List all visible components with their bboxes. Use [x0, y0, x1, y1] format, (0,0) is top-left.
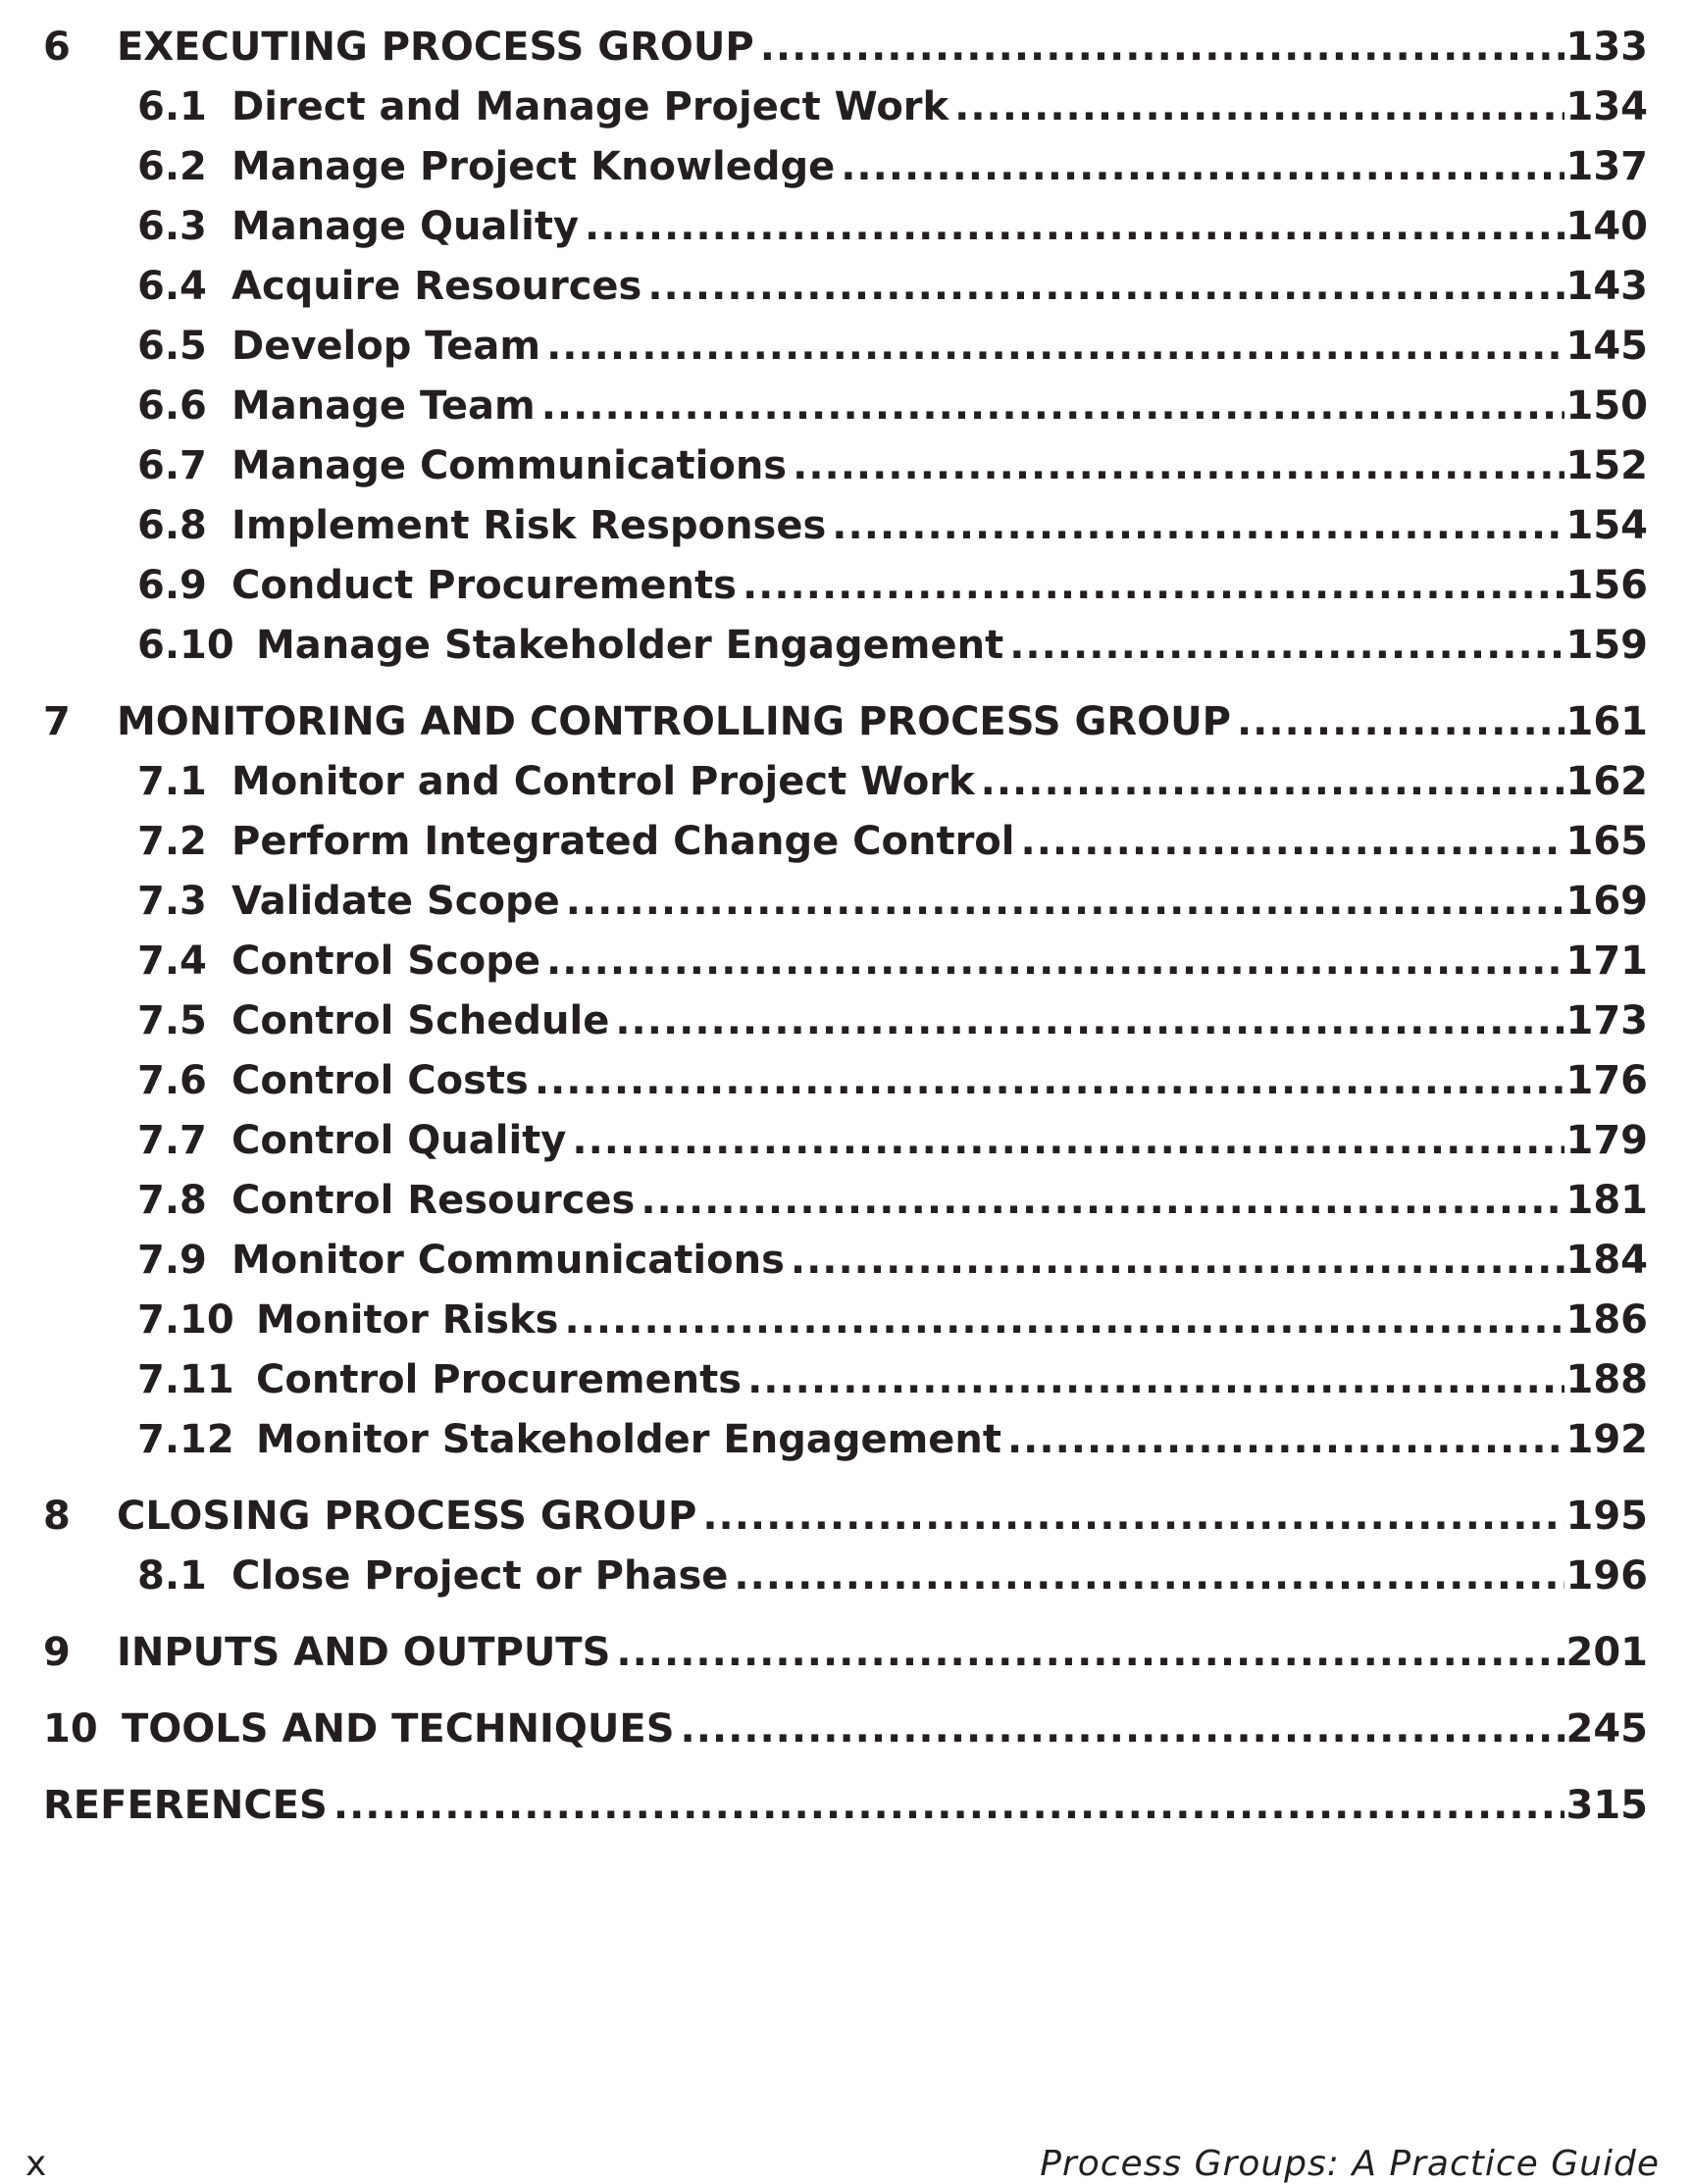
page-footer	[0, 2144, 1692, 2183]
toc-entry-page: 171	[1565, 939, 1648, 984]
dot-leader	[1009, 616, 1564, 676]
toc-entry-number: 6.2	[137, 144, 207, 189]
toc-entry-page: 315	[1565, 1783, 1648, 1828]
toc-entry-page: 137	[1565, 144, 1648, 189]
toc-entry-number: 7.1	[137, 759, 207, 804]
dot-leader	[1007, 1410, 1564, 1470]
toc-entry-number: 7	[43, 699, 71, 744]
toc-section-entry[interactable]	[43, 197, 1648, 257]
toc-entry-number: 7.7	[137, 1118, 207, 1163]
toc-entry-page: 173	[1565, 998, 1648, 1043]
toc-entry-title: Conduct Procurements	[231, 563, 737, 608]
book-title: Process Groups: A Practice Guide	[1040, 2144, 1660, 2184]
toc-entry-number: 7.11	[137, 1357, 234, 1402]
dot-leader	[616, 1623, 1564, 1683]
toc-entry-page: 140	[1565, 204, 1648, 249]
toc-entry-page: 154	[1565, 503, 1648, 548]
toc-section-entry[interactable]	[43, 812, 1648, 872]
dot-leader	[734, 1547, 1564, 1606]
toc-chapter-entry[interactable]	[43, 18, 1648, 77]
toc-entry-number: 7.9	[137, 1238, 207, 1283]
toc-entry-title: Monitor Stakeholder Engagement	[256, 1417, 1001, 1462]
toc-entry-number: 7.5	[137, 998, 207, 1043]
toc-section-entry[interactable]	[43, 1111, 1648, 1171]
toc-section-entry[interactable]	[43, 496, 1648, 556]
toc-entry-page: 156	[1565, 563, 1648, 608]
toc-section-entry[interactable]	[43, 1291, 1648, 1350]
dot-leader	[681, 1700, 1564, 1759]
dot-leader	[585, 197, 1564, 257]
toc-entry-page: 159	[1565, 623, 1648, 668]
dot-leader	[546, 317, 1564, 377]
dot-leader	[566, 872, 1564, 932]
toc-entry-title: INPUTS AND OUTPUTS	[117, 1630, 611, 1675]
toc-entry-title: Validate Scope	[231, 879, 560, 924]
toc-entry-title: Control Costs	[231, 1058, 529, 1103]
dot-leader	[743, 556, 1564, 616]
toc-entry-number: 6.10	[137, 623, 234, 668]
toc-entry-number: 8.1	[137, 1553, 207, 1599]
page-number: x	[26, 2144, 47, 2184]
toc-entry-number: 6.5	[137, 324, 207, 369]
dot-leader	[793, 436, 1564, 496]
toc-entry-title: Manage Project Knowledge	[231, 144, 836, 189]
toc-entry-number: 8	[43, 1494, 71, 1539]
toc-section-entry[interactable]	[43, 377, 1648, 436]
toc-entry-page: 181	[1565, 1178, 1648, 1223]
dot-leader	[615, 991, 1564, 1051]
toc-entry-title: CLOSING PROCESS GROUP	[117, 1494, 697, 1539]
toc-entry-number: 10	[43, 1706, 98, 1752]
toc-entry-number: 6.8	[137, 503, 207, 548]
toc-entry-title: Monitor Risks	[256, 1297, 559, 1343]
toc-entry-title: Perform Integrated Change Control	[231, 819, 1015, 864]
toc-section-entry[interactable]	[43, 1051, 1648, 1111]
toc-entry-title: MONITORING AND CONTROLLING PROCESS GROUP	[117, 699, 1231, 744]
toc-entry-page: 245	[1565, 1706, 1648, 1752]
toc-entry-title: Acquire Resources	[231, 264, 642, 309]
toc-entry-page: 143	[1565, 264, 1648, 309]
toc-entry-title: Control Scope	[231, 939, 541, 984]
dot-leader	[546, 932, 1564, 991]
toc-section-entry[interactable]	[43, 616, 1648, 676]
toc-entry-number: 6.7	[137, 443, 207, 488]
toc-chapter-entry[interactable]	[43, 1487, 1648, 1547]
dot-leader	[641, 1171, 1564, 1231]
toc-entry-page: 152	[1565, 443, 1648, 488]
toc-chapter-entry[interactable]	[43, 692, 1648, 752]
toc-entry-page: 169	[1565, 879, 1648, 924]
toc-section-entry[interactable]	[43, 1547, 1648, 1606]
dot-leader	[1237, 692, 1564, 752]
toc-entry-title: EXECUTING PROCESS GROUP	[117, 25, 754, 70]
toc-entry-title: Manage Communications	[231, 443, 788, 488]
dot-leader	[832, 496, 1564, 556]
toc-entry-number: 7.10	[137, 1297, 234, 1343]
dot-leader	[535, 1051, 1564, 1111]
toc-entry-number: 6.3	[137, 204, 207, 249]
toc-entry-page: 134	[1565, 84, 1648, 129]
dot-leader	[841, 137, 1564, 197]
dot-leader	[333, 1776, 1564, 1836]
toc-entry-title: Develop Team	[231, 324, 541, 369]
toc-entry-title: Monitor Communications	[231, 1238, 785, 1283]
toc-entry-title: Monitor and Control Project Work	[231, 759, 975, 804]
toc-entry-page: 161	[1565, 699, 1648, 744]
toc-entry-title: Control Resources	[231, 1178, 636, 1223]
toc-entry-page: 145	[1565, 324, 1648, 369]
toc-entry-page: 176	[1565, 1058, 1648, 1103]
toc-section-entry[interactable]	[43, 556, 1648, 616]
toc-entry-number: 7.3	[137, 879, 207, 924]
dot-leader	[647, 257, 1564, 317]
dot-leader	[541, 377, 1564, 436]
toc-entry-title: Manage Stakeholder Engagement	[256, 623, 1004, 668]
toc-section-entry[interactable]	[43, 257, 1648, 317]
toc-entry-page: 195	[1565, 1494, 1648, 1539]
toc-entry-title: Control Schedule	[231, 998, 610, 1043]
toc-section-entry[interactable]	[43, 1231, 1648, 1291]
toc-entry-page: 196	[1565, 1553, 1648, 1599]
toc-entry-page: 201	[1565, 1630, 1648, 1675]
dot-leader	[747, 1350, 1564, 1410]
dot-leader	[954, 77, 1564, 137]
toc-section-entry[interactable]	[43, 752, 1648, 812]
toc-entry-page: 150	[1565, 383, 1648, 429]
toc-entry-number: 7.12	[137, 1417, 234, 1462]
toc-entry-title: Control Quality	[231, 1118, 567, 1163]
toc-chapter-entry[interactable]	[43, 1776, 1648, 1836]
toc-section-entry[interactable]	[43, 1410, 1648, 1470]
toc-entry-number: 9	[43, 1630, 71, 1675]
toc-entry-number: 7.6	[137, 1058, 207, 1103]
toc-entry-number: 6	[43, 25, 71, 70]
toc-entry-title: Control Procurements	[256, 1357, 743, 1402]
toc-entry-number: 7.2	[137, 819, 207, 864]
dot-leader	[1021, 812, 1564, 872]
dot-leader	[572, 1111, 1564, 1171]
dot-leader	[981, 752, 1564, 812]
toc-entry-title: Close Project or Phase	[231, 1553, 729, 1599]
toc-entry-title: Implement Risk Responses	[231, 503, 827, 548]
table-of-contents	[43, 18, 1648, 1836]
toc-entry-page: 133	[1565, 25, 1648, 70]
toc-entry-page: 192	[1565, 1417, 1648, 1462]
dot-leader	[702, 1487, 1564, 1547]
toc-section-entry[interactable]	[43, 77, 1648, 137]
toc-section-entry[interactable]	[43, 932, 1648, 991]
toc-chapter-entry[interactable]	[43, 1623, 1648, 1683]
toc-entry-title: REFERENCES	[43, 1783, 328, 1828]
toc-section-entry[interactable]	[43, 317, 1648, 377]
toc-section-entry[interactable]	[43, 872, 1648, 932]
dot-leader	[760, 18, 1564, 77]
toc-entry-number: 6.1	[137, 84, 207, 129]
dot-leader	[791, 1231, 1564, 1291]
toc-entry-title: TOOLS AND TECHNIQUES	[122, 1706, 675, 1752]
toc-entry-page: 179	[1565, 1118, 1648, 1163]
toc-entry-number: 6.9	[137, 563, 207, 608]
dot-leader	[564, 1291, 1564, 1350]
toc-section-entry[interactable]	[43, 991, 1648, 1051]
toc-section-entry[interactable]	[43, 436, 1648, 496]
toc-entry-number: 6.4	[137, 264, 207, 309]
toc-entry-page: 162	[1565, 759, 1648, 804]
toc-entry-page: 165	[1565, 819, 1648, 864]
toc-section-entry[interactable]	[43, 1171, 1648, 1231]
toc-entry-title: Direct and Manage Project Work	[231, 84, 949, 129]
toc-entry-number: 7.8	[137, 1178, 207, 1223]
toc-entry-page: 186	[1565, 1297, 1648, 1343]
toc-section-entry[interactable]	[43, 137, 1648, 197]
toc-entry-title: Manage Quality	[231, 204, 580, 249]
toc-entry-title: Manage Team	[231, 383, 536, 429]
toc-entry-number: 7.4	[137, 939, 207, 984]
toc-chapter-entry[interactable]	[43, 1700, 1648, 1759]
toc-entry-page: 188	[1565, 1357, 1648, 1402]
toc-entry-page: 184	[1565, 1238, 1648, 1283]
toc-section-entry[interactable]	[43, 1350, 1648, 1410]
toc-entry-number: 6.6	[137, 383, 207, 429]
